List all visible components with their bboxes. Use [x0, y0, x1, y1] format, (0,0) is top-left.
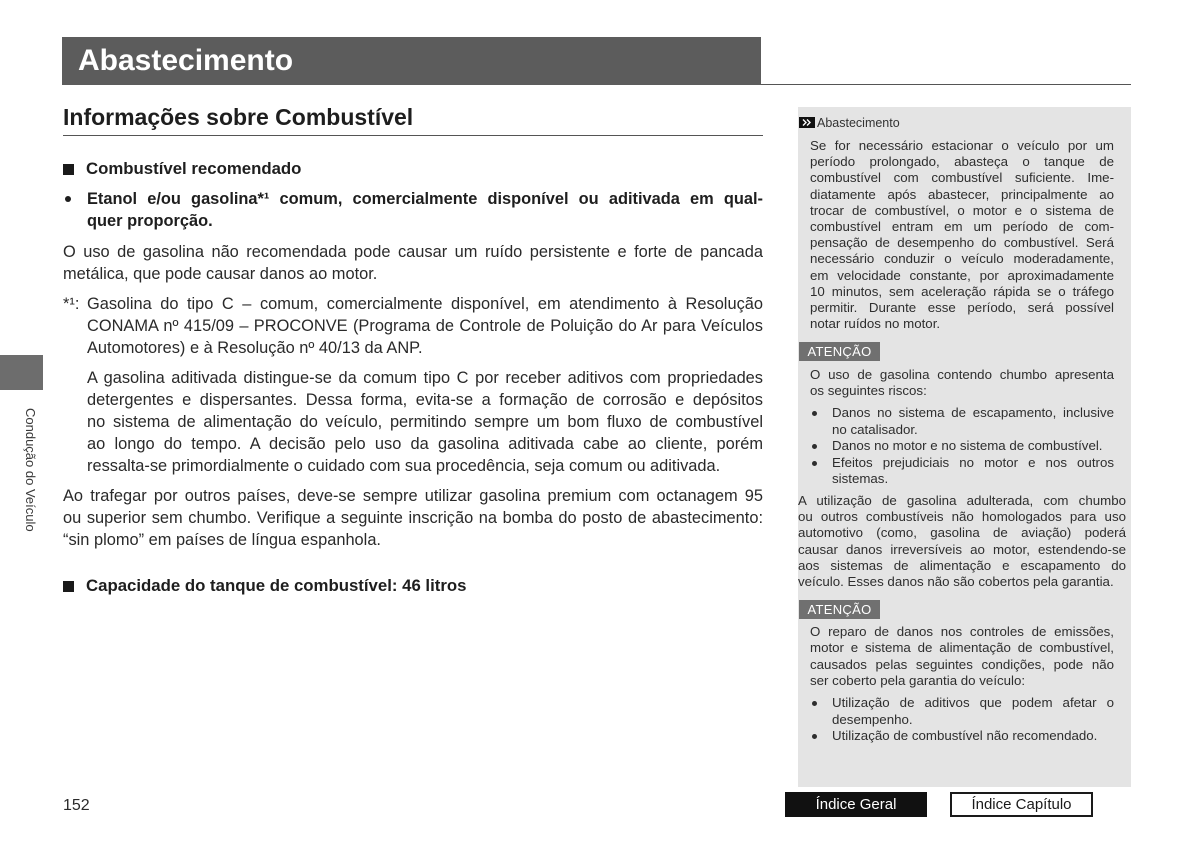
recommended-fuel-bullet — [87, 188, 763, 232]
bullet-text — [832, 455, 1114, 488]
bullet-text — [832, 728, 1114, 745]
text-line: Etanol e/ou gasolina*¹ comum, comercialmente disponível ou aditivada em qual- — [87, 190, 763, 208]
text-line: motor e sistema de alimentação de combustível, — [810, 640, 1114, 656]
text-line: diatamente após abastecer, principalmente ao — [810, 186, 1114, 202]
text-line: O uso de gasolina contendo chumbo apresenta — [810, 367, 1114, 382]
text-line: no catalisador. — [832, 421, 918, 437]
bullet-item — [810, 455, 1114, 488]
bullet-text — [832, 695, 1114, 728]
sidebar-note — [798, 493, 1126, 590]
fuel-warning-paragraph — [63, 241, 763, 285]
bullet-icon — [812, 411, 817, 416]
bullet-item — [810, 695, 1114, 728]
chapter-tab-label: Condução do Veículo — [23, 408, 38, 532]
text-line: metálica, que pode causar danos ao motor. — [63, 265, 378, 283]
bullet-item — [810, 438, 1114, 455]
sidebar-intro — [810, 138, 1114, 332]
chapter-title: Abastecimento — [78, 44, 294, 77]
footnote-text — [87, 293, 763, 359]
text-line: 10 minutos, sem aceleração rápida se o tráfego — [810, 283, 1114, 299]
text-line: veículo. Esses danos não são cobertos pela garantia. — [798, 574, 1114, 590]
chapter-tab-marker — [0, 355, 43, 390]
general-index-button[interactable]: Índice Geral — [785, 792, 927, 817]
caution-intro — [810, 367, 1114, 399]
text-line: Danos no motor e no sistema de combustível. — [832, 438, 1103, 453]
text-line: pensação de desempenho do combustível. Será — [810, 235, 1114, 251]
text-line: CONAMA nº 415/09 – PROCONVE (Programa de Controle de Poluição do Ar para Veículos — [87, 317, 763, 335]
caution-intro — [810, 624, 1114, 689]
text-line: necessário conduzir o veículo moderadamente, — [810, 251, 1114, 267]
text-line: ou outros combustíveis não homologados para uso — [798, 509, 1126, 525]
text-line: Utilização de aditivos que podem afetar o — [832, 695, 1114, 710]
text-line: combustível com combustível suficiente. Ime- — [810, 170, 1114, 186]
text-line: desempenho. — [832, 711, 913, 727]
double-chevron-icon — [799, 117, 815, 128]
sidebar-heading: Abastecimento — [817, 116, 900, 130]
text-line: A utilização de gasolina adulterada, com chumbo — [798, 493, 1126, 508]
caution-label: ATENÇÃO — [799, 342, 880, 361]
caution-label: ATENÇÃO — [799, 600, 880, 619]
text-line: detergentes e dispersantes. Dessa forma, evita-se a formação de corrosão e depósitos — [87, 391, 763, 409]
text-line: permitir. Durante esse período, será possível — [810, 300, 1114, 316]
section-title: Informações sobre Combustível — [63, 104, 414, 130]
text-line: aos sistemas de alimentação e escapamento do — [798, 557, 1126, 573]
text-line: Gasolina do tipo C – comum, comercialmente disponível, em atendimento à Resolução — [87, 295, 763, 313]
text-line: trocar de combustível, o motor e o sistema de — [810, 202, 1114, 218]
caution-bullet-list — [810, 405, 1114, 488]
text-line: quer proporção. — [87, 212, 213, 230]
bullet-icon — [812, 461, 817, 466]
text-line: ou superior sem chumbo. Verifique a seguinte inscrição na bomba do posto de abastecimento: — [63, 509, 763, 527]
text-line: causados pelas seguintes condições, pode não — [810, 656, 1114, 672]
section-rule — [63, 135, 763, 136]
text-line: notar ruídos no motor. — [810, 316, 941, 332]
caution-bullet-list — [810, 695, 1114, 745]
text-line: ressalta-se primordialmente o cuidado com sua procedência, seja comum ou aditivada. — [87, 457, 721, 475]
header-rule — [761, 84, 1131, 85]
text-line: os seguintes riscos: — [810, 383, 927, 399]
text-line: ser coberto pela garantia do veículo: — [810, 672, 1026, 688]
text-line: O reparo de danos nos controles de emissões, — [810, 624, 1114, 639]
chapter-header — [62, 37, 761, 85]
text-line: automotivo (como, gasolina de aviação) poderá — [798, 525, 1126, 541]
text-line: Ao trafegar por outros países, deve-se sempre utilizar gasolina premium com octanagem 95 — [63, 487, 763, 505]
text-line: ao longo do tempo. A decisão pelo uso da gasolina aditivada cabe ao cliente, porém — [87, 435, 763, 453]
text-line: causar danos irreversíveis ao motor, estendendo-se — [798, 541, 1126, 557]
bullet-icon — [812, 444, 817, 449]
text-line: sistemas. — [832, 471, 889, 486]
square-bullet-icon — [63, 581, 74, 592]
footnote-marker: *¹: — [63, 295, 80, 313]
bullet-text — [832, 405, 1114, 438]
text-line: Efeitos prejudiciais no motor e nos outros — [832, 454, 1114, 470]
text-line: Utilização de combustível não recomendado. — [832, 728, 1098, 743]
text-line: O uso de gasolina não recomendada pode causar um ruído persistente e forte de pancada — [63, 243, 763, 261]
text-line: A gasolina aditivada distingue-se da comum tipo C por receber aditivos com propriedades — [87, 369, 763, 387]
text-line: Automotores) e à Resolução nº 40/13 da ANP. — [87, 339, 423, 357]
text-line: período prolongado, abasteça o tanque de — [810, 154, 1114, 170]
page-number: 152 — [63, 797, 90, 814]
text-line: no sistema de alimentação do veículo, permitindo sempre um bom fluxo de combustível — [87, 413, 763, 431]
bullet-item — [810, 728, 1114, 745]
bullet-icon — [812, 734, 817, 739]
bullet-item — [810, 405, 1114, 438]
text-line: Se for necessário estacionar o veículo por um — [810, 138, 1114, 153]
heading-tank-capacity: Capacidade do tanque de combustível: 46 litros — [86, 576, 467, 595]
chapter-index-button[interactable]: Índice Capítulo — [950, 792, 1093, 817]
travel-paragraph — [63, 485, 763, 551]
text-line: Danos no sistema de escapamento, inclusive — [832, 405, 1114, 420]
text-line: em velocidade constante, por aproximadamente — [810, 267, 1114, 283]
bullet-icon — [812, 701, 817, 706]
bullet-icon — [65, 196, 71, 202]
heading-recommended-fuel: Combustível recomendado — [86, 159, 302, 178]
bullet-text — [832, 438, 1114, 455]
square-bullet-icon — [63, 164, 74, 175]
text-line: “sin plomo” em países de língua espanhola. — [63, 531, 381, 549]
additive-paragraph — [87, 367, 763, 477]
text-line: combustível entram em um período de com- — [810, 219, 1114, 235]
